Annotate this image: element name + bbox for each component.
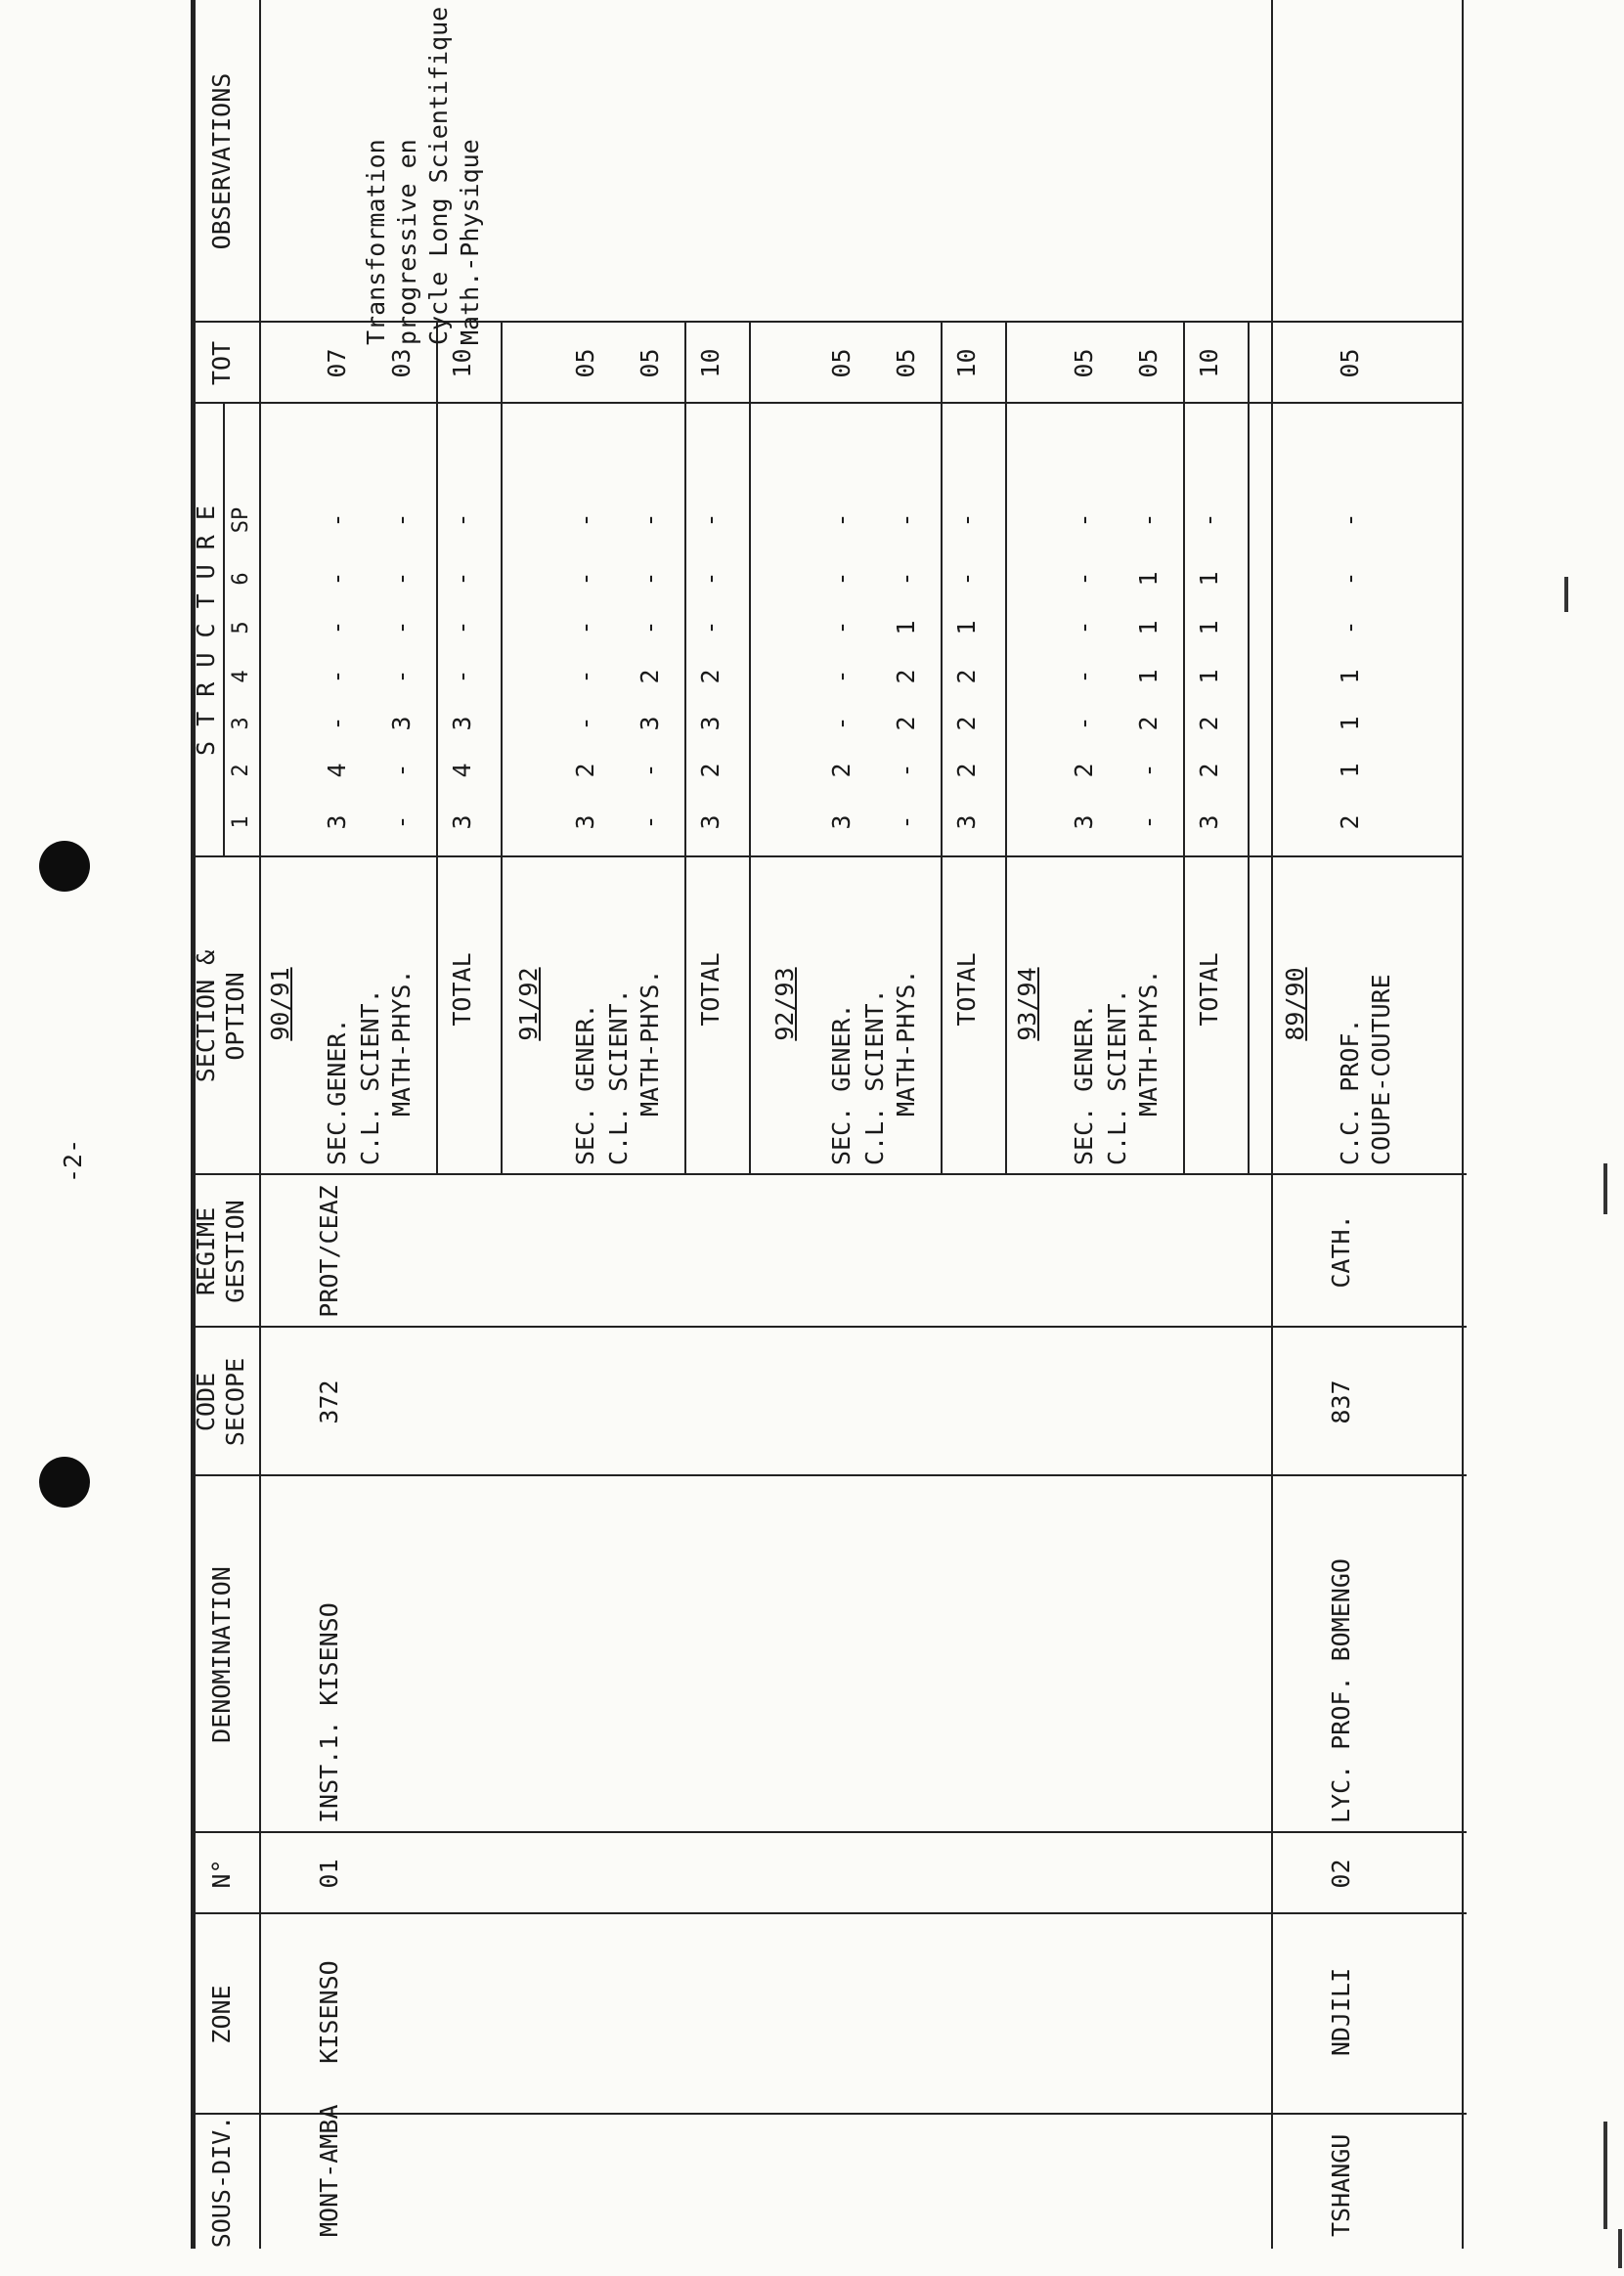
year-3-total-rule bbox=[1183, 323, 1185, 1175]
year-1-total-cell-2: 3 bbox=[696, 716, 724, 731]
year-2-total-cell-0: 3 bbox=[952, 814, 981, 830]
year-3-row-0-cell-1: 2 bbox=[1070, 763, 1098, 778]
header-denomination: DENOMINATION bbox=[207, 1566, 236, 1743]
year-1-section-3: MATH-PHYS. bbox=[636, 969, 664, 1116]
structure-col-6: 6 bbox=[229, 572, 253, 586]
year-3-row-0-tot: 05 bbox=[1070, 348, 1098, 378]
record-2-cell-6: - bbox=[1336, 512, 1364, 528]
year-2-row-0-cell-5: - bbox=[827, 571, 856, 587]
record-2-zone: NDJILI bbox=[1327, 1967, 1355, 2057]
year-2-row-0-cell-2: - bbox=[827, 716, 856, 731]
year-1-total-cell-4: - bbox=[696, 620, 724, 635]
year-1-row-1-cell-0: - bbox=[636, 814, 664, 830]
year-2-row-1-cell-6: - bbox=[892, 512, 920, 528]
year-3-row-1-cell-5: 1 bbox=[1134, 571, 1163, 587]
year-0-total-cell-1: 4 bbox=[448, 763, 476, 778]
year-1-row-1-cell-4: - bbox=[636, 620, 664, 635]
record-2-cell-0: 2 bbox=[1336, 814, 1364, 830]
year-2-section-1: SEC. GENER. bbox=[827, 1003, 856, 1165]
header-zone: ZONE bbox=[207, 1985, 236, 2044]
year-3-section-3: MATH-PHYS. bbox=[1134, 969, 1163, 1116]
year-3-row-1-cell-0: - bbox=[1134, 814, 1163, 830]
year-1-section-2: C.L. SCIENT. bbox=[604, 988, 633, 1165]
structure-col-SP: SP bbox=[229, 506, 253, 534]
year-2-section-3: MATH-PHYS. bbox=[892, 969, 920, 1116]
year-1-row-0-cell-0: 3 bbox=[571, 814, 599, 830]
year-2-total-cell-1: 2 bbox=[952, 763, 981, 778]
record-1-observation-3: Math.-Physique bbox=[456, 139, 484, 345]
year-0-row-1-cell-5: - bbox=[387, 571, 416, 587]
col-sec-struct bbox=[191, 855, 1462, 857]
year-3-total-cell-4: 1 bbox=[1195, 620, 1223, 635]
year-0-row-0-cell-2: - bbox=[323, 716, 351, 731]
record-2-section-2: COUPE-COUTURE bbox=[1367, 974, 1395, 1165]
record-2-cell-1: 1 bbox=[1336, 763, 1364, 778]
year-2-row-1-cell-3: 2 bbox=[892, 669, 920, 684]
structure-col-2: 2 bbox=[229, 764, 253, 777]
year-2-total-rule bbox=[941, 323, 943, 1175]
year-3-row-1-cell-2: 2 bbox=[1134, 716, 1163, 731]
right-edge bbox=[1462, 0, 1464, 2249]
year-0-total-cell-5: - bbox=[448, 571, 476, 587]
structure-col-5: 5 bbox=[229, 621, 253, 635]
year-3-total-label: TOTAL bbox=[1195, 952, 1223, 1027]
year-1-row-1-cell-5: - bbox=[636, 571, 664, 587]
year-1-row-0-cell-6: - bbox=[571, 512, 599, 528]
col-den-code-2 bbox=[1271, 1474, 1467, 1476]
col-no-den-2 bbox=[1271, 1831, 1467, 1833]
record-2-cell-4: - bbox=[1336, 620, 1364, 635]
year-0-row-1-tot: 03 bbox=[387, 348, 416, 378]
year-0-total-rule bbox=[436, 323, 438, 1175]
year-2-total-label: TOTAL bbox=[952, 952, 981, 1027]
year-0-row-1-cell-0: - bbox=[387, 814, 416, 830]
year-2-row-0-tot: 05 bbox=[827, 348, 856, 378]
year-3-row-0-cell-0: 3 bbox=[1070, 814, 1098, 830]
year-2-total-cell-5: - bbox=[952, 571, 981, 587]
year-2-row-0-cell-0: 3 bbox=[827, 814, 856, 830]
scan-mark bbox=[1603, 2122, 1607, 2229]
record-2-cell-2: 1 bbox=[1336, 716, 1364, 731]
year-3-row-1-cell-4: 1 bbox=[1134, 620, 1163, 635]
record-1-observation-1: progressive en bbox=[393, 139, 421, 345]
year-2-total-tot: 10 bbox=[952, 348, 981, 378]
year-2-block-rule bbox=[1005, 323, 1007, 1175]
year-1-row-0-cell-1: 2 bbox=[571, 763, 599, 778]
year-1-row-0-tot: 05 bbox=[571, 348, 599, 378]
record-2-no: 02 bbox=[1327, 1859, 1355, 1889]
year-0-row-0-cell-1: 4 bbox=[323, 763, 351, 778]
header-observations: OBSERVATIONS bbox=[207, 72, 236, 250]
year-0-row-1-cell-6: - bbox=[387, 512, 416, 528]
year-1-row-0-cell-5: - bbox=[571, 571, 599, 587]
header-rule bbox=[259, 0, 261, 2249]
page-number: -2- bbox=[59, 1138, 87, 1183]
year-2-total-cell-6: - bbox=[952, 512, 981, 528]
record-1-observation-2: Cycle Long Scientifique bbox=[424, 6, 453, 345]
year-1-row-1-cell-1: - bbox=[636, 763, 664, 778]
header-code-line1: CODE bbox=[192, 1372, 220, 1432]
header-no: N° bbox=[207, 1859, 236, 1889]
year-0-total-tot: 10 bbox=[448, 348, 476, 378]
year-1-row-0-cell-4: - bbox=[571, 620, 599, 635]
year-3-row-1-cell-6: - bbox=[1134, 512, 1163, 528]
record-1-zone: KISENSO bbox=[315, 1960, 343, 2064]
year-1-row-0-cell-2: - bbox=[571, 716, 599, 731]
year-2-row-1-cell-2: 2 bbox=[892, 716, 920, 731]
year-3-row-1-cell-1: - bbox=[1134, 763, 1163, 778]
year-0-row-0-cell-6: - bbox=[323, 512, 351, 528]
year-0-row-1-cell-3: - bbox=[387, 669, 416, 684]
year-3-total-cell-2: 2 bbox=[1195, 716, 1223, 731]
record-2-tot: 05 bbox=[1336, 348, 1364, 378]
record-1-code: 372 bbox=[315, 1379, 343, 1424]
year-0-block-rule bbox=[501, 323, 503, 1175]
year-3-total-cell-6: - bbox=[1195, 512, 1223, 528]
year-1-total-cell-1: 2 bbox=[696, 763, 724, 778]
year-1-total-cell-6: - bbox=[696, 512, 724, 528]
structure-col-1: 1 bbox=[229, 815, 253, 829]
record-2-regime: CATH. bbox=[1327, 1214, 1355, 1289]
year-0-total-cell-6: - bbox=[448, 512, 476, 528]
header-section-line2: OPTION bbox=[221, 972, 249, 1061]
header-code-line2: SECOPE bbox=[221, 1357, 249, 1447]
year-3-total-cell-0: 3 bbox=[1195, 814, 1223, 830]
col-reg-sec-2 bbox=[1271, 1173, 1467, 1175]
year-1-section-1: SEC. GENER. bbox=[571, 1003, 599, 1165]
col-code-reg-2 bbox=[1271, 1326, 1467, 1328]
year-2-row-1-tot: 05 bbox=[892, 348, 920, 378]
col-struct-tot bbox=[191, 402, 1462, 404]
year-2-total-cell-4: 1 bbox=[952, 620, 981, 635]
record-2-sous-div: TSHANGU bbox=[1327, 2133, 1355, 2237]
year-0-label: 90/91 bbox=[266, 967, 294, 1041]
year-2-row-1-cell-5: - bbox=[892, 571, 920, 587]
year-2-row-0-cell-6: - bbox=[827, 512, 856, 528]
record-1-denomination: INST.1. KISENSO bbox=[315, 1602, 343, 1823]
col-sous-zone-2 bbox=[1271, 2113, 1467, 2115]
year-2-row-1-cell-0: - bbox=[892, 814, 920, 830]
year-2-total-cell-2: 2 bbox=[952, 716, 981, 731]
year-1-total-label: TOTAL bbox=[696, 952, 724, 1027]
year-0-row-1-cell-4: - bbox=[387, 620, 416, 635]
header-regime-line2: GESTION bbox=[221, 1200, 249, 1303]
scan-mark bbox=[1564, 577, 1568, 612]
punch-hole bbox=[39, 841, 90, 892]
year-3-row-1-tot: 05 bbox=[1134, 348, 1163, 378]
record-2-denomination: LYC. PROF. BOMENGO bbox=[1327, 1558, 1355, 1823]
year-0-row-0-cell-5: - bbox=[323, 571, 351, 587]
year-3-section-2: C.L. SCIENT. bbox=[1103, 988, 1131, 1165]
record-2-year: 89/90 bbox=[1281, 967, 1309, 1041]
year-3-total-cell-1: 2 bbox=[1195, 763, 1223, 778]
header-regime-line1: REGIME bbox=[192, 1206, 220, 1296]
record-1-regime: PROT/CEAZ bbox=[315, 1185, 343, 1318]
year-3-total-tot: 10 bbox=[1195, 348, 1223, 378]
year-1-row-0-cell-3: - bbox=[571, 669, 599, 684]
header-structure: S T R U C T U R E bbox=[192, 505, 220, 756]
year-0-total-label: TOTAL bbox=[448, 952, 476, 1027]
year-0-total-cell-4: - bbox=[448, 620, 476, 635]
structure-col-4: 4 bbox=[229, 670, 253, 683]
year-0-total-cell-0: 3 bbox=[448, 814, 476, 830]
year-2-row-0-cell-3: - bbox=[827, 669, 856, 684]
col-zone-no-2 bbox=[1271, 1912, 1467, 1914]
year-3-label: 93/94 bbox=[1013, 967, 1041, 1041]
year-3-row-1-cell-3: 1 bbox=[1134, 669, 1163, 684]
header-section-line1: SECTION & bbox=[192, 949, 220, 1083]
year-1-label: 91/92 bbox=[514, 967, 543, 1041]
year-1-row-1-cell-6: - bbox=[636, 512, 664, 528]
record-1-observation-0: Transformation bbox=[362, 139, 390, 345]
year-1-block-rule bbox=[749, 323, 751, 1175]
table-rule-bottom bbox=[1271, 0, 1273, 2249]
year-0-total-cell-2: 3 bbox=[448, 716, 476, 731]
year-2-section-2: C.L. SCIENT. bbox=[860, 988, 889, 1165]
punch-hole bbox=[39, 1457, 90, 1508]
year-1-total-cell-3: 2 bbox=[696, 669, 724, 684]
year-3-block-rule bbox=[1248, 323, 1250, 1175]
year-3-total-cell-5: 1 bbox=[1195, 571, 1223, 587]
year-0-row-0-cell-3: - bbox=[323, 669, 351, 684]
year-1-row-1-cell-3: 2 bbox=[636, 669, 664, 684]
scan-mark bbox=[1603, 1163, 1607, 1214]
year-3-total-cell-3: 1 bbox=[1195, 669, 1223, 684]
year-0-section-1: SEC.GENER. bbox=[323, 1018, 351, 1165]
header-sous-div: SOUS-DIV. bbox=[207, 2115, 236, 2249]
year-2-total-cell-3: 2 bbox=[952, 669, 981, 684]
year-3-row-0-cell-6: - bbox=[1070, 512, 1098, 528]
year-2-row-1-cell-1: - bbox=[892, 763, 920, 778]
year-0-row-1-cell-1: - bbox=[387, 763, 416, 778]
year-3-row-0-cell-4: - bbox=[1070, 620, 1098, 635]
structure-subrule bbox=[223, 404, 225, 857]
record-1-sous-div: MONT-AMBA bbox=[315, 2104, 343, 2237]
year-0-row-0-tot: 07 bbox=[323, 348, 351, 378]
year-1-total-cell-0: 3 bbox=[696, 814, 724, 830]
record-2-code: 837 bbox=[1327, 1379, 1355, 1424]
year-2-row-0-cell-1: 2 bbox=[827, 763, 856, 778]
year-0-section-3: MATH-PHYS. bbox=[387, 969, 416, 1116]
header-tot: TOT bbox=[207, 340, 236, 386]
year-3-row-0-cell-2: - bbox=[1070, 716, 1098, 731]
year-0-row-1-cell-2: 3 bbox=[387, 716, 416, 731]
structure-col-3: 3 bbox=[229, 717, 253, 730]
year-1-total-rule bbox=[684, 323, 686, 1175]
year-0-total-cell-3: - bbox=[448, 669, 476, 684]
year-0-row-0-cell-4: - bbox=[323, 620, 351, 635]
year-1-total-cell-5: - bbox=[696, 571, 724, 587]
year-0-row-0-cell-0: 3 bbox=[323, 814, 351, 830]
record-1-no: 01 bbox=[315, 1859, 343, 1889]
year-1-total-tot: 10 bbox=[696, 348, 724, 378]
record-2-cell-3: 1 bbox=[1336, 669, 1364, 684]
year-3-row-0-cell-5: - bbox=[1070, 571, 1098, 587]
year-1-row-1-tot: 05 bbox=[636, 348, 664, 378]
year-1-row-1-cell-2: 3 bbox=[636, 716, 664, 731]
scan-mark bbox=[1618, 2229, 1622, 2268]
year-2-label: 92/93 bbox=[770, 967, 799, 1041]
year-2-row-0-cell-4: - bbox=[827, 620, 856, 635]
year-0-section-2: C.L. SCIENT. bbox=[356, 988, 384, 1165]
year-3-row-0-cell-3: - bbox=[1070, 669, 1098, 684]
year-2-row-1-cell-4: 1 bbox=[892, 620, 920, 635]
year-3-section-1: SEC. GENER. bbox=[1070, 1003, 1098, 1165]
record-2-section-1: C.C. PROF. bbox=[1336, 1018, 1364, 1165]
record-2-cell-5: - bbox=[1336, 571, 1364, 587]
